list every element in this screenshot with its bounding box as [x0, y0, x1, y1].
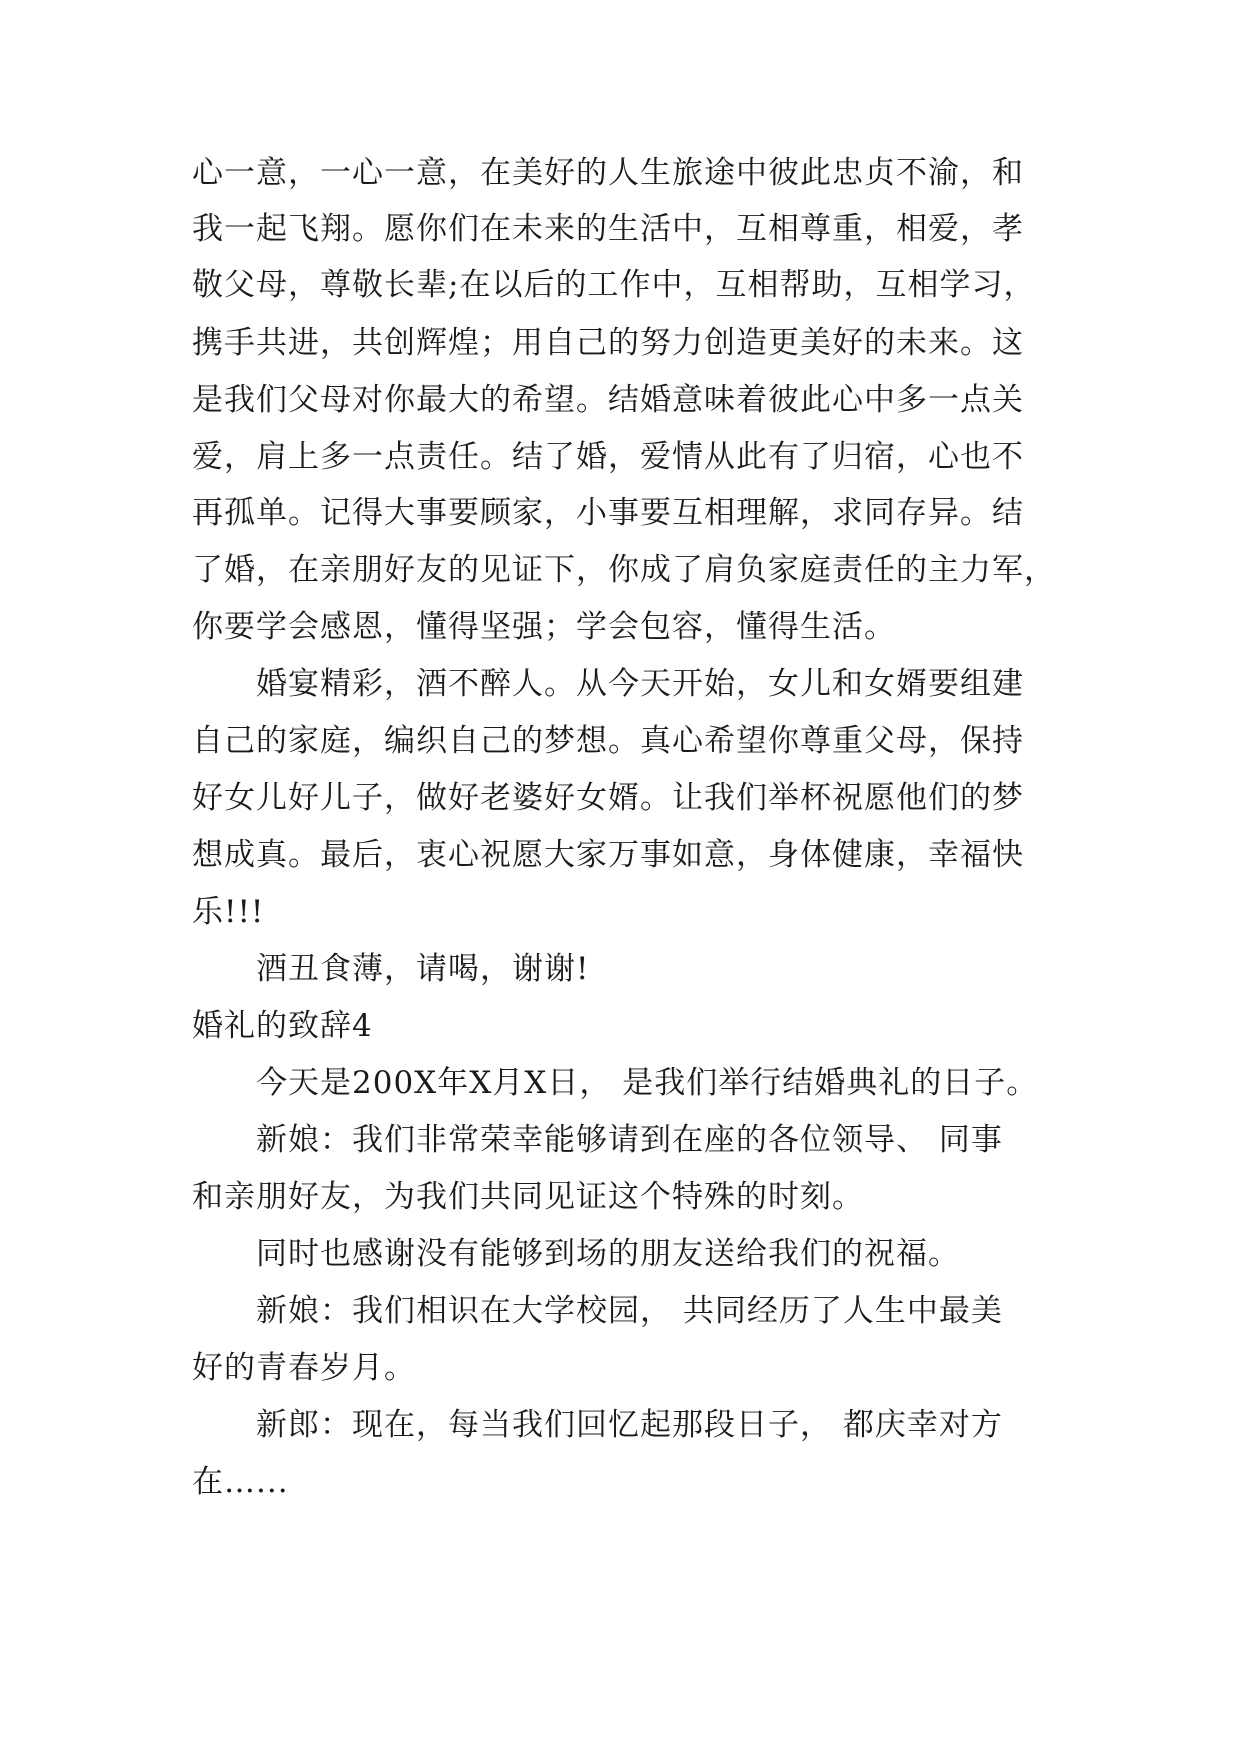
- text-line: 心一意，一心一意，在美好的人生旅途中彼此忠贞不渝，和: [192, 155, 1024, 191]
- text-line: 自己的家庭，编织自己的梦想。真心希望你尊重父母，保持: [192, 723, 1024, 759]
- paragraph-first-line: 酒丑食薄，请喝，谢谢!: [256, 951, 590, 987]
- text-line: 乐!!!: [192, 894, 265, 930]
- text-line: 在…...: [192, 1464, 289, 1500]
- text-line: 好的青春岁月。: [192, 1350, 416, 1386]
- text-line: 我一起飞翔。愿你们在未来的生活中，互相尊重，相爱，孝: [192, 211, 1024, 247]
- paragraph-first-line: 新娘：我们相识在大学校园， 共同经历了人生中最美: [256, 1293, 1003, 1329]
- text-line: 你要学会感恩，懂得坚强；学会包容，懂得生活。: [192, 609, 896, 645]
- paragraph-first-line: 同时也感谢没有能够到场的朋友送给我们的祝福。: [256, 1236, 960, 1272]
- text-line: 是我们父母对你最大的希望。结婚意味着彼此心中多一点关: [192, 382, 1024, 418]
- paragraph-first-line: 婚宴精彩，酒不醉人。从今天开始，女儿和女婿要组建: [256, 666, 1024, 702]
- text-line: 敬父母，尊敬长辈;在以后的工作中，互相帮助，互相学习，: [192, 267, 1036, 303]
- text-line: 再孤单。记得大事要顾家，小事要互相理解，求同存异。结: [192, 495, 1024, 531]
- paragraph-first-line: 新郎：现在，每当我们回忆起那段日子， 都庆幸对方: [256, 1407, 1003, 1443]
- text-line: 想成真。最后，衷心祝愿大家万事如意，身体健康，幸福快: [192, 837, 1024, 873]
- paragraph-first-line: 今天是200X年X月X日， 是我们举行结婚典礼的日子。: [256, 1065, 1039, 1101]
- text-line: 好女儿好儿子，做好老婆好女婿。让我们举杯祝愿他们的梦: [192, 780, 1024, 816]
- paragraph-first-line: 新娘：我们非常荣幸能够请到在座的各位领导、 同事: [256, 1122, 1003, 1158]
- text-line: 携手共进，共创辉煌；用自己的努力创造更美好的未来。这: [192, 325, 1024, 361]
- section-heading: 婚礼的致辞4: [192, 1008, 373, 1044]
- text-line: 和亲朋好友，为我们共同见证这个特殊的时刻。: [192, 1179, 864, 1215]
- text-line: 爱，肩上多一点责任。结了婚，爱情从此有了归宿，心也不: [192, 439, 1024, 475]
- text-line: 了婚，在亲朋好友的见证下，你成了肩负家庭责任的主力军，: [192, 552, 1056, 588]
